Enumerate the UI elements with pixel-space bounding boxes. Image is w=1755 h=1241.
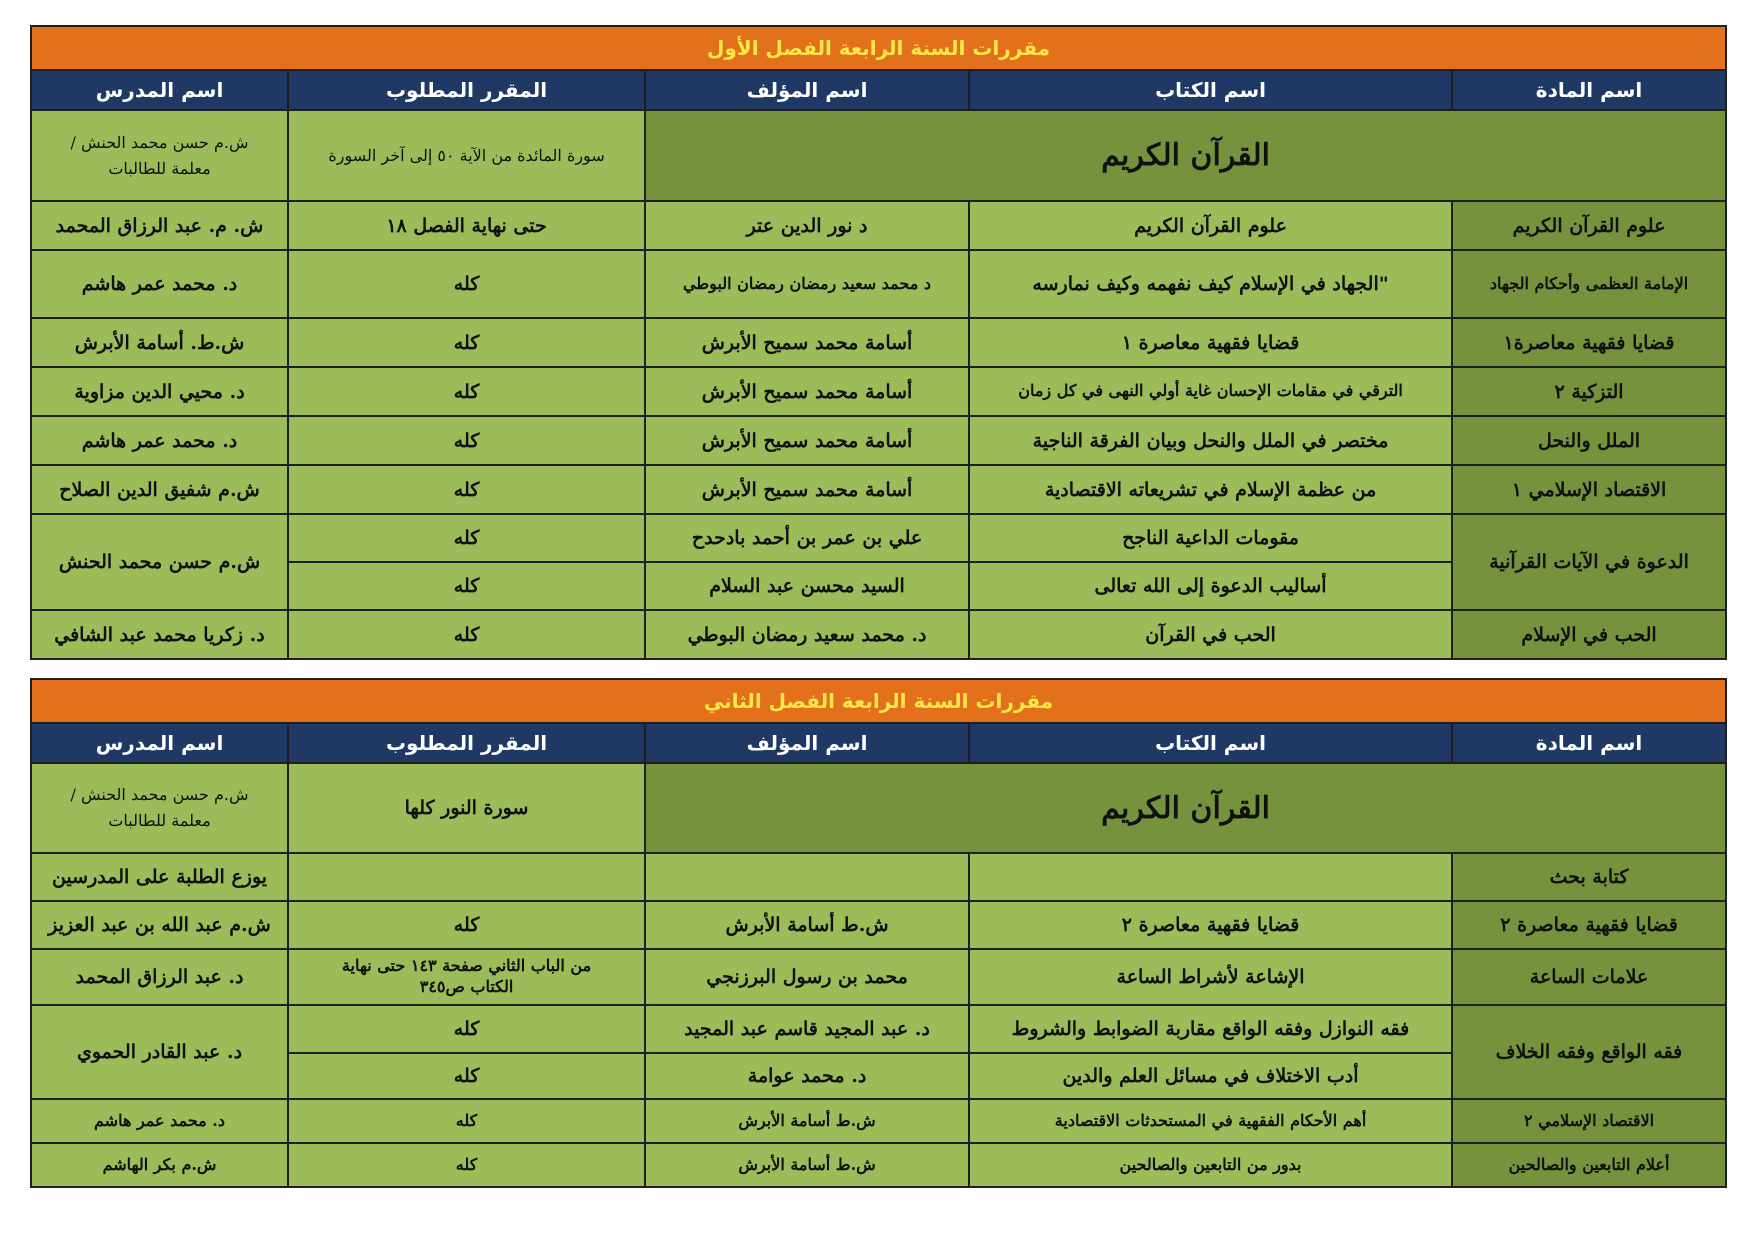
header-subject: اسم المادة [1452,723,1726,763]
term1-header-row [31,70,1726,110]
quran-required: سورة النور كلها [288,763,645,853]
quran-teacher-line2: معلمة للطالبات [108,158,211,178]
book-cell: أدب الاختلاف في مسائل العلم والدين [969,1053,1452,1099]
header-author: اسم المؤلف [645,723,969,763]
author-cell: السيد محسن عبد السلام [645,562,969,610]
subject-cell: الاقتصاد الإسلامي ٢ [1452,1099,1726,1143]
required-cell: كله [288,465,645,514]
subject-cell: التزكية ٢ [1452,367,1726,416]
book-cell: فقه النوازل وفقه الواقع مقاربة الضوابط والشروط [969,1005,1452,1053]
table-row [31,610,1726,659]
subject-cell: الملل والنحل [1452,416,1726,465]
author-cell: د. محمد عوامة [645,1053,969,1099]
required-cell: حتى نهاية الفصل ١٨ [288,201,645,250]
required-line2: الكتاب ص٣٤٥ [419,977,514,996]
teacher-cell: د. محمد عمر هاشم [31,416,288,465]
header-book: اسم الكتاب [969,70,1452,110]
subject-cell: فقه الواقع وفقه الخلاف [1452,1005,1726,1099]
author-cell: د محمد سعيد رمضان رمضان البوطي [645,250,969,318]
quran-label: القرآن الكريم [645,763,1726,853]
subject-cell: كتابة بحث [1452,853,1726,901]
book-cell: الحب في القرآن [969,610,1452,659]
table-row [31,110,1726,201]
required-cell [288,949,645,1005]
author-cell: محمد بن رسول البرزنجي [645,949,969,1005]
author-cell: ش.ط أسامة الأبرش [645,1143,969,1187]
required-cell: كله [288,1099,645,1143]
required-cell [288,853,645,901]
required-cell: كله [288,562,645,610]
term2-title-row [31,679,1726,723]
required-cell: كله [288,1053,645,1099]
term1-table [30,25,1727,660]
required-cell: كله [288,514,645,562]
required-cell: كله [288,1143,645,1187]
author-cell: ش.ط أسامة الأبرش [645,1099,969,1143]
teacher-cell: د. عبد الرزاق المحمد [31,949,288,1005]
author-cell: أسامة محمد سميح الأبرش [645,318,969,367]
author-cell: د. عبد المجيد قاسم عبد المجيد [645,1005,969,1053]
subject-cell: الدعوة في الآيات القرآنية [1452,514,1726,610]
header-required: المقرر المطلوب [288,70,645,110]
header-teacher: اسم المدرس [31,723,288,763]
teacher-cell: د. زكريا محمد عبد الشافي [31,610,288,659]
required-cell: كله [288,610,645,659]
required-cell: كله [288,250,645,318]
teacher-cell: د. عبد القادر الحموي [31,1005,288,1099]
required-cell: كله [288,318,645,367]
header-teacher: اسم المدرس [31,70,288,110]
term1-title-row [31,26,1726,70]
table-row [31,1005,1726,1053]
required-cell: كله [288,1005,645,1053]
subject-cell: علوم القرآن الكريم [1452,201,1726,250]
table-row [31,853,1726,901]
book-cell: "الجهاد في الإسلام كيف نفهمه وكيف نمارسه [969,250,1452,318]
author-cell [645,853,969,901]
author-cell: د. محمد سعيد رمضان البوطي [645,610,969,659]
table-row [31,367,1726,416]
term2-header-row [31,723,1726,763]
book-cell: من عظمة الإسلام في تشريعاته الاقتصادية [969,465,1452,514]
book-cell: علوم القرآن الكريم [969,201,1452,250]
table-row [31,763,1726,853]
book-cell: أساليب الدعوة إلى الله تعالى [969,562,1452,610]
subject-cell: أعلام التابعين والصالحين [1452,1143,1726,1187]
teacher-cell: ش.م عبد الله بن عبد العزيز [31,901,288,949]
table-row [31,949,1726,1005]
table-row [31,514,1726,562]
book-cell: أهم الأحكام الفقهية في المستحدثات الاقتصادية [969,1099,1452,1143]
header-required: المقرر المطلوب [288,723,645,763]
table-row [31,250,1726,318]
header-subject: اسم المادة [1452,70,1726,110]
required-cell: كله [288,901,645,949]
term2-title: مقررات السنة الرابعة الفصل الثاني [31,679,1726,723]
table-row [31,201,1726,250]
teacher-cell: ش. م. عبد الرزاق المحمد [31,201,288,250]
book-cell: بدور من التابعين والصالحين [969,1143,1452,1187]
table-row [31,416,1726,465]
table-row [31,1143,1726,1187]
term2-table [30,678,1727,1188]
book-cell: الإشاعة لأشراط الساعة [969,949,1452,1005]
quran-teacher [31,763,288,853]
table-row [31,901,1726,949]
teacher-cell: ش.م حسن محمد الحنش [31,514,288,610]
required-cell: كله [288,367,645,416]
book-cell: مقومات الداعية الناجح [969,514,1452,562]
quran-required: سورة المائدة من الآية ٥٠ إلى آخر السورة [288,110,645,201]
teacher-cell: ش.م شفيق الدين الصلاح [31,465,288,514]
book-cell: قضايا فقهية معاصرة ١ [969,318,1452,367]
quran-teacher-line1: ش.م حسن محمد الحنش / [70,132,249,152]
table-row [31,318,1726,367]
subject-cell: قضايا فقهية معاصرة ٢ [1452,901,1726,949]
table-row [31,1099,1726,1143]
teacher-cell: د. محمد عمر هاشم [31,250,288,318]
subject-cell: الاقتصاد الإسلامي ١ [1452,465,1726,514]
quran-label: القرآن الكريم [645,110,1726,201]
header-book: اسم الكتاب [969,723,1452,763]
book-cell: مختصر في الملل والنحل وبيان الفرقة الناجية [969,416,1452,465]
author-cell: ش.ط أسامة الأبرش [645,901,969,949]
subject-cell: قضايا فقهية معاصرة١ [1452,318,1726,367]
teacher-cell: د. محيي الدين مزاوية [31,367,288,416]
header-author: اسم المؤلف [645,70,969,110]
author-cell: أسامة محمد سميح الأبرش [645,367,969,416]
quran-teacher [31,110,288,201]
subject-cell: الإمامة العظمى وأحكام الجهاد [1452,250,1726,318]
teacher-cell: يوزع الطلبة على المدرسين [31,853,288,901]
term1-title: مقررات السنة الرابعة الفصل الأول [31,26,1726,70]
teacher-cell: ش.م بكر الهاشم [31,1143,288,1187]
table-row [31,465,1726,514]
required-cell: كله [288,416,645,465]
teacher-cell: د. محمد عمر هاشم [31,1099,288,1143]
teacher-cell: ش.ط. أسامة الأبرش [31,318,288,367]
book-cell: قضايا فقهية معاصرة ٢ [969,901,1452,949]
author-cell: د نور الدين عتر [645,201,969,250]
quran-teacher-line1: ش.م حسن محمد الحنش / [70,785,249,805]
subject-cell: الحب في الإسلام [1452,610,1726,659]
quran-teacher-line2: معلمة للطالبات [108,811,211,830]
author-cell: أسامة محمد سميح الأبرش [645,465,969,514]
book-cell [969,853,1452,901]
book-cell: الترقي في مقامات الإحسان غاية أولي النهى في كل زمان [969,367,1452,416]
subject-cell: علامات الساعة [1452,949,1726,1005]
required-line1: من الباب الثاني صفحة ١٤٣ حتى نهاية [341,956,592,976]
author-cell: علي بن عمر بن أحمد بادحدح [645,514,969,562]
author-cell: أسامة محمد سميح الأبرش [645,416,969,465]
